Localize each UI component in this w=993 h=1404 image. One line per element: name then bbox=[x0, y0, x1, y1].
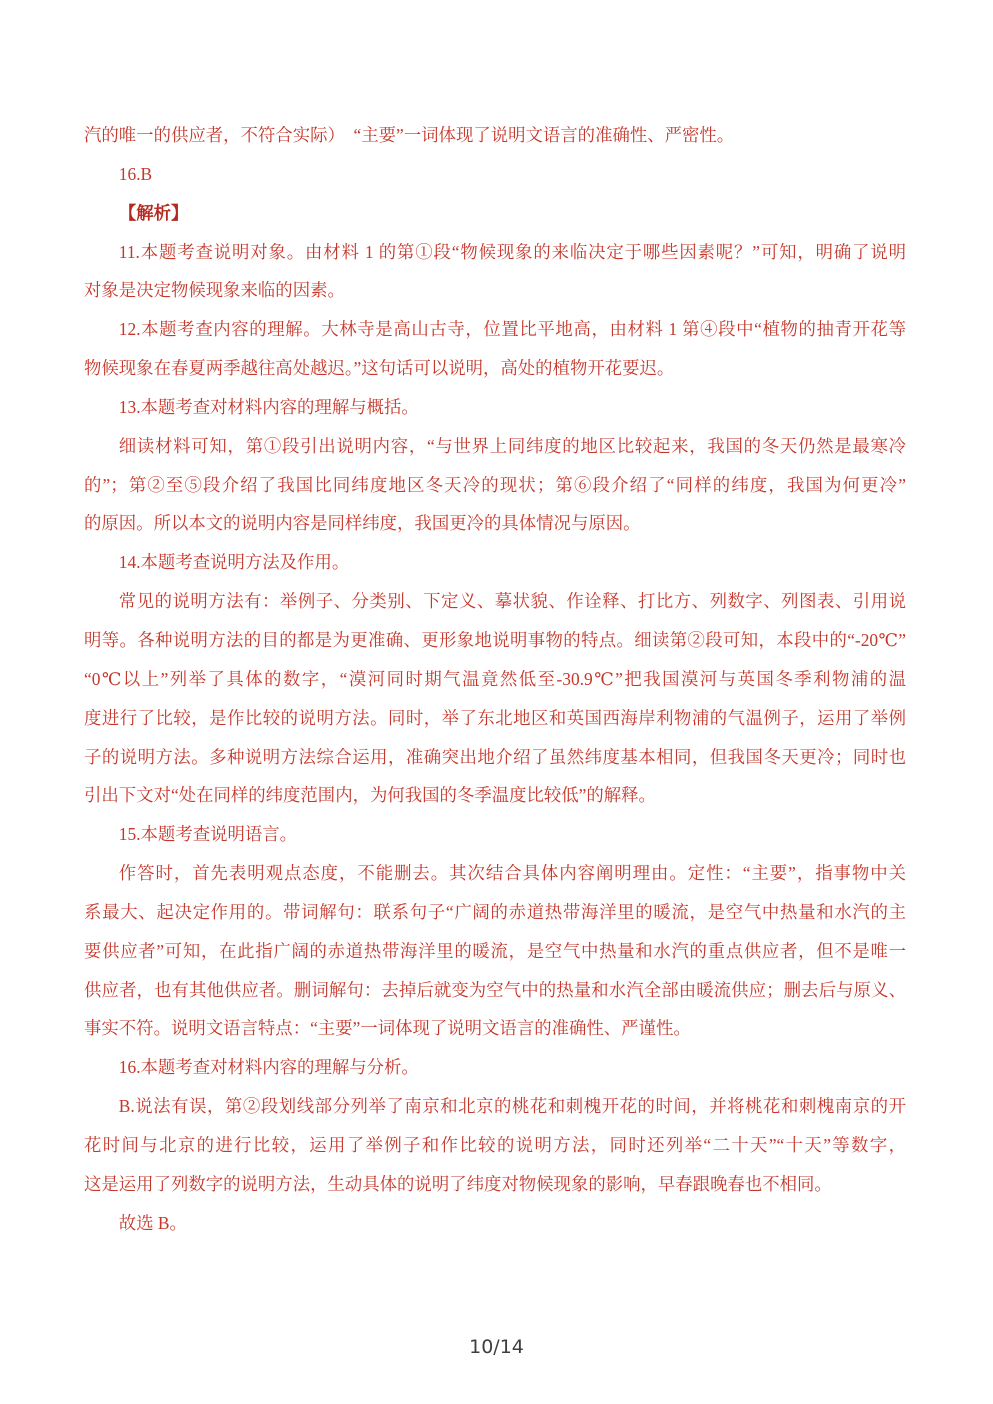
text-line: 故选 B。 bbox=[118, 1212, 187, 1233]
text-line: “0℃以上”列举了具体的数字，“漠河同时期气温竟然低至-30.9℃”把我国漠河与英国冬季利物浦的温 bbox=[84, 668, 906, 689]
text-line: 供应者，也有其他供应者。删词解句：去掉后就变为空气中的热量和水汽全部由暖流供应；删去后与原义、 bbox=[84, 979, 906, 1000]
text-line: 12.本题考查内容的理解。大林寺是高山古寺，位置比平地高，由材料 1 第④段中“植物的抽青开花等 bbox=[118, 319, 906, 340]
text-line: 细读材料可知，第①段引出说明内容，“与世界上同纬度的地区比较起来，我国的冬天仍然是最寒冷 bbox=[118, 435, 906, 456]
paragraph bbox=[84, 582, 906, 815]
text-line: 对象是决定物候现象来临的因素。 bbox=[84, 280, 345, 301]
text-line: 16.B bbox=[118, 163, 153, 184]
text-line: 度进行了比较，是作比较的说明方法。同时，举了东北地区和英国西海岸利物浦的气温例子，运用了举例 bbox=[84, 707, 906, 728]
paragraph bbox=[84, 427, 906, 544]
text-line: 11.本题考查说明对象。由材料 1 的第①段“物候现象的来临决定于哪些因素呢？”可知，明确了说明 bbox=[118, 241, 906, 262]
text-line: 常见的说明方法有：举例子、分类别、下定义、摹状貌、作诠释、打比方、列数字、列图表、引用说 bbox=[118, 591, 906, 612]
paragraph bbox=[84, 1204, 906, 1243]
text-line: 要供应者”可知，在此指广阔的赤道热带海洋里的暖流，是空气中热量和水汽的重点供应者，但不是唯一 bbox=[84, 940, 906, 961]
text-line: 的原因。所以本文的说明内容是同样纬度，我国更冷的具体情况与原因。 bbox=[84, 513, 641, 534]
text-line: 16.本题考查对材料内容的理解与分析。 bbox=[118, 1057, 419, 1078]
paragraph bbox=[84, 815, 906, 854]
text-line: 明等。各种说明方法的目的都是为更准确、更形象地说明事物的特点。细读第②段可知，本段中的“-20℃” bbox=[84, 629, 906, 650]
paragraph bbox=[84, 388, 906, 427]
paragraph bbox=[84, 854, 906, 1048]
paragraph bbox=[84, 116, 906, 155]
text-line: 15.本题考查说明语言。 bbox=[118, 824, 298, 845]
text-line: 的”；第②至⑤段介绍了我国比同纬度地区冬天冷的现状；第⑥段介绍了“同样的纬度，我国为何更冷” bbox=[84, 474, 906, 495]
paragraph bbox=[84, 194, 906, 233]
paragraph bbox=[84, 310, 906, 388]
text-line: 汽的唯一的供应者，不符合实际） “主要”一词体现了说明文语言的准确性、严密性。 bbox=[84, 125, 735, 145]
text-line: 【解析】 bbox=[118, 202, 189, 223]
text-line: 子的说明方法。多种说明方法综合运用，准确突出地介绍了虽然纬度基本相同，但我国冬天更冷；同时也 bbox=[84, 746, 906, 767]
document-body bbox=[84, 116, 906, 1242]
text-line: 花时间与北京的进行比较，运用了举例子和作比较的说明方法，同时还列举“二十天”“十天”等数字， bbox=[84, 1134, 906, 1155]
paragraph bbox=[84, 1048, 906, 1087]
text-line: 事实不符。说明文语言特点：“主要”一词体现了说明文语言的准确性、严谨性。 bbox=[84, 1018, 691, 1039]
text-line: 作答时，首先表明观点态度，不能删去。其次结合具体内容阐明理由。定性：“主要”，指事物中关 bbox=[118, 863, 906, 884]
text-line: 引出下文对“处在同样的纬度范围内，为何我国的冬季温度比较低”的解释。 bbox=[84, 785, 656, 806]
paragraph bbox=[84, 543, 906, 582]
text-line: 系最大、起决定作用的。带词解句：联系句子“广阔的赤道热带海洋里的暖流，是空气中热量和水汽的主 bbox=[84, 901, 906, 922]
paragraph bbox=[84, 233, 906, 311]
text-line: 这是运用了列数字的说明方法，生动具体的说明了纬度对物候现象的影响，早春跟晚春也不相同。 bbox=[84, 1173, 832, 1194]
page-number: 10/14 bbox=[469, 1336, 524, 1358]
paragraph bbox=[84, 1087, 906, 1204]
text-line: 13.本题考查对材料内容的理解与概括。 bbox=[118, 396, 419, 417]
text-line: 14.本题考查说明方法及作用。 bbox=[118, 552, 350, 573]
paragraph bbox=[84, 155, 906, 194]
text-line: B.说法有误，第②段划线部分列举了南京和北京的桃花和刺槐开花的时间，并将桃花和刺槐南京的开 bbox=[118, 1096, 906, 1117]
text-line: 物候现象在春夏两季越往高处越迟。”这句话可以说明，高处的植物开花要迟。 bbox=[84, 358, 675, 379]
